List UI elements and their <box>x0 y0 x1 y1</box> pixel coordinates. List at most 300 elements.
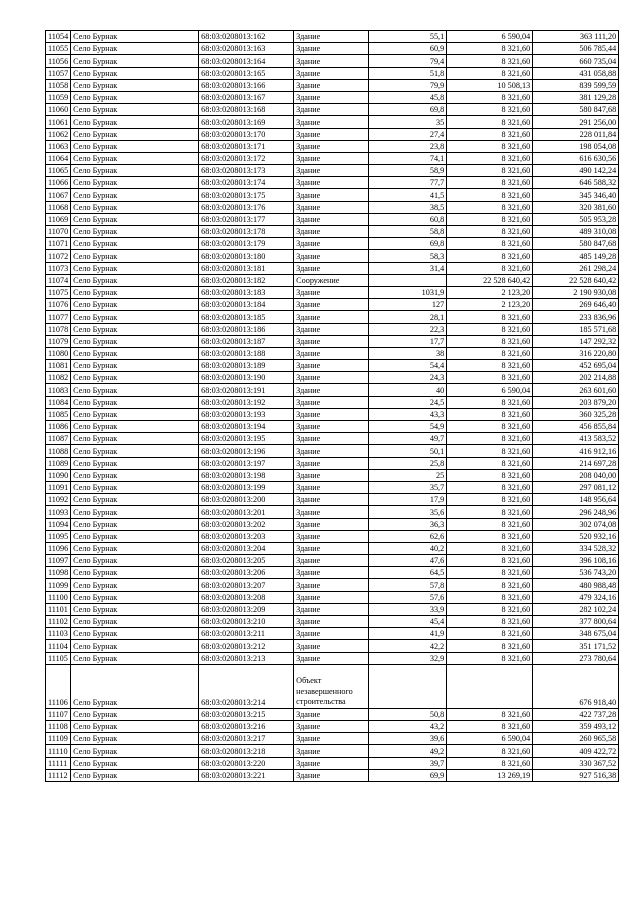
row-number-cell: 11069 <box>46 213 71 225</box>
table-row <box>46 201 619 213</box>
table-row <box>46 708 619 720</box>
cadastral-number-cell: 68:03:0208013:196 <box>199 445 294 457</box>
unit-value-cell: 8 321,60 <box>447 506 533 518</box>
table-row <box>46 396 619 408</box>
locality-cell: Село Бурнак <box>71 481 199 493</box>
area-cell: 41,5 <box>369 189 447 201</box>
row-number-cell: 11086 <box>46 421 71 433</box>
area-cell: 51,8 <box>369 67 447 79</box>
table-row <box>46 481 619 493</box>
table-row <box>46 177 619 189</box>
cadastral-number-cell: 68:03:0208013:204 <box>199 542 294 554</box>
table-row <box>46 384 619 396</box>
unit-value-cell: 6 590,04 <box>447 31 533 43</box>
area-cell: 77,7 <box>369 177 447 189</box>
row-number-cell: 11087 <box>46 433 71 445</box>
table-row <box>46 720 619 732</box>
locality-cell: Село Бурнак <box>71 116 199 128</box>
row-number-cell: 11061 <box>46 116 71 128</box>
row-number-cell: 11091 <box>46 481 71 493</box>
cadastral-value-cell: 580 847,68 <box>533 238 619 250</box>
cadastral-number-cell: 68:03:0208013:183 <box>199 286 294 298</box>
table-row <box>46 360 619 372</box>
cadastral-number-cell: 68:03:0208013:167 <box>199 91 294 103</box>
unit-value-cell: 8 321,60 <box>447 335 533 347</box>
cadastral-value-cell: 377 800,64 <box>533 616 619 628</box>
unit-value-cell <box>447 664 533 708</box>
area-cell: 35,7 <box>369 481 447 493</box>
area-cell: 69,8 <box>369 104 447 116</box>
row-number-cell: 11103 <box>46 628 71 640</box>
row-number-cell: 11080 <box>46 347 71 359</box>
row-number-cell: 11059 <box>46 91 71 103</box>
locality-cell: Село Бурнак <box>71 445 199 457</box>
unit-value-cell: 8 321,60 <box>447 652 533 664</box>
table-body <box>46 31 619 782</box>
table-row <box>46 152 619 164</box>
table-row <box>46 769 619 781</box>
cadastral-number-cell: 68:03:0208013:188 <box>199 347 294 359</box>
cadastral-value-cell: 203 879,20 <box>533 396 619 408</box>
unit-value-cell: 8 321,60 <box>447 43 533 55</box>
row-number-cell: 11073 <box>46 262 71 274</box>
area-cell: 40 <box>369 384 447 396</box>
table-row <box>46 421 619 433</box>
locality-cell: Село Бурнак <box>71 299 199 311</box>
cadastral-number-cell: 68:03:0208013:190 <box>199 372 294 384</box>
locality-cell: Село Бурнак <box>71 591 199 603</box>
cadastral-value-cell: 261 298,24 <box>533 262 619 274</box>
object-type-cell: Здание <box>294 213 369 225</box>
cadastral-number-cell: 68:03:0208013:192 <box>199 396 294 408</box>
unit-value-cell: 8 321,60 <box>447 433 533 445</box>
locality-cell: Село Бурнак <box>71 262 199 274</box>
unit-value-cell: 8 321,60 <box>447 201 533 213</box>
table-row <box>46 445 619 457</box>
locality-cell: Село Бурнак <box>71 652 199 664</box>
area-cell: 31,4 <box>369 262 447 274</box>
cadastral-number-cell: 68:03:0208013:215 <box>199 708 294 720</box>
row-number-cell: 11074 <box>46 274 71 286</box>
row-number-cell: 11071 <box>46 238 71 250</box>
object-type-cell: Здание <box>294 396 369 408</box>
cadastral-value-cell: 260 965,58 <box>533 733 619 745</box>
object-type-cell: Здание <box>294 177 369 189</box>
cadastral-number-cell: 68:03:0208013:168 <box>199 104 294 116</box>
object-type-cell: Здание <box>294 335 369 347</box>
cadastral-value-cell: 330 367,52 <box>533 757 619 769</box>
row-number-cell: 11111 <box>46 757 71 769</box>
row-number-cell: 11108 <box>46 720 71 732</box>
row-number-cell: 11095 <box>46 530 71 542</box>
cadastral-value-cell: 269 646,40 <box>533 299 619 311</box>
object-type-cell: Здание <box>294 286 369 298</box>
table-row <box>46 457 619 469</box>
object-type-cell: Здание <box>294 43 369 55</box>
object-type-cell: Здание <box>294 433 369 445</box>
object-type-cell: Здание <box>294 140 369 152</box>
area-cell: 27,4 <box>369 128 447 140</box>
unit-value-cell: 8 321,60 <box>447 757 533 769</box>
area-cell: 22,3 <box>369 323 447 335</box>
cadastral-value-cell: 316 220,80 <box>533 347 619 359</box>
locality-cell: Село Бурнак <box>71 372 199 384</box>
unit-value-cell: 22 528 640,42 <box>447 274 533 286</box>
unit-value-cell: 8 321,60 <box>447 720 533 732</box>
row-number-cell: 11063 <box>46 140 71 152</box>
object-type-cell: Здание <box>294 769 369 781</box>
object-type-cell: Здание <box>294 445 369 457</box>
locality-cell: Село Бурнак <box>71 43 199 55</box>
area-cell: 25 <box>369 469 447 481</box>
object-type-cell: Здание <box>294 67 369 79</box>
object-type-cell: Здание <box>294 745 369 757</box>
object-type-cell: Здание <box>294 720 369 732</box>
locality-cell: Село Бурнак <box>71 238 199 250</box>
area-cell: 38 <box>369 347 447 359</box>
area-cell: 17,7 <box>369 335 447 347</box>
row-number-cell: 11072 <box>46 250 71 262</box>
table-row <box>46 530 619 542</box>
area-cell: 57,6 <box>369 591 447 603</box>
cadastral-number-cell: 68:03:0208013:181 <box>199 262 294 274</box>
row-number-cell: 11102 <box>46 616 71 628</box>
object-type-cell: Здание <box>294 299 369 311</box>
unit-value-cell: 8 321,60 <box>447 421 533 433</box>
table-row <box>46 104 619 116</box>
locality-cell: Село Бурнак <box>71 152 199 164</box>
unit-value-cell: 6 590,04 <box>447 384 533 396</box>
cadastral-number-cell: 68:03:0208013:221 <box>199 769 294 781</box>
locality-cell: Село Бурнак <box>71 640 199 652</box>
area-cell: 57,8 <box>369 579 447 591</box>
locality-cell: Село Бурнак <box>71 213 199 225</box>
cadastral-value-cell: 422 737,28 <box>533 708 619 720</box>
area-cell: 50,1 <box>369 445 447 457</box>
cadastral-value-cell: 148 956,64 <box>533 494 619 506</box>
row-number-cell: 11100 <box>46 591 71 603</box>
table-row <box>46 579 619 591</box>
table-row <box>46 128 619 140</box>
cadastral-number-cell: 68:03:0208013:177 <box>199 213 294 225</box>
unit-value-cell: 8 321,60 <box>447 445 533 457</box>
unit-value-cell: 8 321,60 <box>447 360 533 372</box>
locality-cell: Село Бурнак <box>71 360 199 372</box>
object-type-cell: Здание <box>294 262 369 274</box>
cadastral-value-cell: 480 988,48 <box>533 579 619 591</box>
row-number-cell: 11093 <box>46 506 71 518</box>
cadastral-number-cell: 68:03:0208013:216 <box>199 720 294 732</box>
area-cell: 49,2 <box>369 745 447 757</box>
cadastral-number-cell: 68:03:0208013:174 <box>199 177 294 189</box>
row-number-cell: 11055 <box>46 43 71 55</box>
table-row <box>46 494 619 506</box>
cadastral-value-cell: 646 588,32 <box>533 177 619 189</box>
table-row <box>46 140 619 152</box>
locality-cell: Село Бурнак <box>71 628 199 640</box>
unit-value-cell: 8 321,60 <box>447 628 533 640</box>
unit-value-cell: 8 321,60 <box>447 226 533 238</box>
area-cell: 33,9 <box>369 603 447 615</box>
cadastral-value-cell: 348 675,04 <box>533 628 619 640</box>
cadastral-number-cell: 68:03:0208013:208 <box>199 591 294 603</box>
area-cell: 49,7 <box>369 433 447 445</box>
locality-cell: Село Бурнак <box>71 579 199 591</box>
locality-cell: Село Бурнак <box>71 708 199 720</box>
locality-cell: Село Бурнак <box>71 347 199 359</box>
unit-value-cell: 8 321,60 <box>447 104 533 116</box>
table-row <box>46 506 619 518</box>
cadastral-value-cell: 228 011,84 <box>533 128 619 140</box>
unit-value-cell: 8 321,60 <box>447 408 533 420</box>
area-cell: 42,2 <box>369 640 447 652</box>
object-type-cell: Здание <box>294 226 369 238</box>
area-cell: 50,8 <box>369 708 447 720</box>
area-cell <box>369 274 447 286</box>
cadastral-value-cell: 320 381,60 <box>533 201 619 213</box>
cadastral-number-cell: 68:03:0208013:212 <box>199 640 294 652</box>
table-row <box>46 189 619 201</box>
unit-value-cell: 8 321,60 <box>447 616 533 628</box>
object-type-cell: Здание <box>294 457 369 469</box>
row-number-cell: 11057 <box>46 67 71 79</box>
cadastral-value-cell: 334 528,32 <box>533 542 619 554</box>
object-type-cell: Здание <box>294 91 369 103</box>
unit-value-cell: 8 321,60 <box>447 640 533 652</box>
area-cell: 60,9 <box>369 43 447 55</box>
locality-cell: Село Бурнак <box>71 518 199 530</box>
area-cell: 58,8 <box>369 226 447 238</box>
cadastral-number-cell: 68:03:0208013:169 <box>199 116 294 128</box>
locality-cell: Село Бурнак <box>71 128 199 140</box>
cadastral-value-cell: 202 214,88 <box>533 372 619 384</box>
object-type-cell: Здание <box>294 31 369 43</box>
table-row <box>46 745 619 757</box>
unit-value-cell: 8 321,60 <box>447 591 533 603</box>
cadastral-value-cell: 413 583,52 <box>533 433 619 445</box>
row-number-cell: 11106 <box>46 664 71 708</box>
cadastral-number-cell: 68:03:0208013:178 <box>199 226 294 238</box>
object-type-cell: Здание <box>294 733 369 745</box>
locality-cell: Село Бурнак <box>71 757 199 769</box>
object-type-cell: Здание <box>294 494 369 506</box>
cadastral-value-cell: 351 171,52 <box>533 640 619 652</box>
area-cell: 47,6 <box>369 555 447 567</box>
table-row <box>46 299 619 311</box>
cadastral-value-cell: 198 054,08 <box>533 140 619 152</box>
area-cell: 41,9 <box>369 628 447 640</box>
object-type-cell: Здание <box>294 628 369 640</box>
unit-value-cell: 8 321,60 <box>447 55 533 67</box>
cadastral-value-cell: 381 129,28 <box>533 91 619 103</box>
area-cell: 24,5 <box>369 396 447 408</box>
object-type-cell: Объект незавершенного строительства <box>294 664 369 708</box>
object-type-cell: Здание <box>294 152 369 164</box>
row-number-cell: 11070 <box>46 226 71 238</box>
cadastral-number-cell: 68:03:0208013:198 <box>199 469 294 481</box>
cadastral-number-cell: 68:03:0208013:165 <box>199 67 294 79</box>
area-cell: 54,4 <box>369 360 447 372</box>
table-row <box>46 603 619 615</box>
object-type-cell: Здание <box>294 165 369 177</box>
cadastral-number-cell: 68:03:0208013:164 <box>199 55 294 67</box>
cadastral-number-cell: 68:03:0208013:206 <box>199 567 294 579</box>
unit-value-cell: 8 321,60 <box>447 177 533 189</box>
object-type-cell: Здание <box>294 591 369 603</box>
object-type-cell: Здание <box>294 518 369 530</box>
cadastral-value-cell: 360 325,28 <box>533 408 619 420</box>
table-row <box>46 372 619 384</box>
area-cell: 55,1 <box>369 31 447 43</box>
cadastral-value-cell: 409 422,72 <box>533 745 619 757</box>
unit-value-cell: 8 321,60 <box>447 457 533 469</box>
unit-value-cell: 8 321,60 <box>447 372 533 384</box>
table-row <box>46 757 619 769</box>
cadastral-value-cell: 302 074,08 <box>533 518 619 530</box>
cadastral-value-cell: 520 932,16 <box>533 530 619 542</box>
locality-cell: Село Бурнак <box>71 469 199 481</box>
cadastral-number-cell: 68:03:0208013:197 <box>199 457 294 469</box>
cadastral-number-cell: 68:03:0208013:182 <box>199 274 294 286</box>
table-row <box>46 335 619 347</box>
area-cell: 35 <box>369 116 447 128</box>
unit-value-cell: 8 321,60 <box>447 152 533 164</box>
cadastral-number-cell: 68:03:0208013:176 <box>199 201 294 213</box>
table-row <box>46 165 619 177</box>
locality-cell: Село Бурнак <box>71 226 199 238</box>
object-type-cell: Здание <box>294 421 369 433</box>
area-cell: 28,1 <box>369 311 447 323</box>
object-type-cell: Здание <box>294 542 369 554</box>
unit-value-cell: 8 321,60 <box>447 745 533 757</box>
cadastral-number-cell: 68:03:0208013:210 <box>199 616 294 628</box>
locality-cell: Село Бурнак <box>71 555 199 567</box>
locality-cell: Село Бурнак <box>71 323 199 335</box>
cadastral-number-cell: 68:03:0208013:173 <box>199 165 294 177</box>
object-type-cell: Здание <box>294 469 369 481</box>
locality-cell: Село Бурнак <box>71 274 199 286</box>
unit-value-cell: 8 321,60 <box>447 91 533 103</box>
locality-cell: Село Бурнак <box>71 384 199 396</box>
table-row <box>46 469 619 481</box>
locality-cell: Село Бурнак <box>71 769 199 781</box>
locality-cell: Село Бурнак <box>71 530 199 542</box>
table-row <box>46 250 619 262</box>
area-cell: 24,3 <box>369 372 447 384</box>
unit-value-cell: 8 321,60 <box>447 708 533 720</box>
cadastral-number-cell: 68:03:0208013:189 <box>199 360 294 372</box>
cadastral-number-cell: 68:03:0208013:207 <box>199 579 294 591</box>
table-row <box>46 55 619 67</box>
object-type-cell: Здание <box>294 104 369 116</box>
table-row <box>46 664 619 708</box>
locality-cell: Село Бурнак <box>71 567 199 579</box>
table-row <box>46 433 619 445</box>
locality-cell: Село Бурнак <box>71 201 199 213</box>
unit-value-cell: 2 123,20 <box>447 286 533 298</box>
cadastral-value-cell: 489 310,08 <box>533 226 619 238</box>
area-cell: 40,2 <box>369 542 447 554</box>
row-number-cell: 11056 <box>46 55 71 67</box>
row-number-cell: 11097 <box>46 555 71 567</box>
locality-cell: Село Бурнак <box>71 335 199 347</box>
row-number-cell: 11104 <box>46 640 71 652</box>
area-cell: 1031,9 <box>369 286 447 298</box>
object-type-cell: Здание <box>294 408 369 420</box>
table-row <box>46 311 619 323</box>
row-number-cell: 11098 <box>46 567 71 579</box>
unit-value-cell: 8 321,60 <box>447 67 533 79</box>
locality-cell: Село Бурнак <box>71 177 199 189</box>
cadastral-value-cell: 263 601,60 <box>533 384 619 396</box>
object-type-cell: Здание <box>294 603 369 615</box>
cadastral-value-cell: 208 040,00 <box>533 469 619 481</box>
locality-cell: Село Бурнак <box>71 494 199 506</box>
area-cell: 43,3 <box>369 408 447 420</box>
area-cell: 32,9 <box>369 652 447 664</box>
unit-value-cell: 8 321,60 <box>447 140 533 152</box>
cadastral-value-cell: 479 324,16 <box>533 591 619 603</box>
table-row <box>46 567 619 579</box>
row-number-cell: 11066 <box>46 177 71 189</box>
row-number-cell: 11089 <box>46 457 71 469</box>
unit-value-cell: 2 123,20 <box>447 299 533 311</box>
cadastral-number-cell: 68:03:0208013:162 <box>199 31 294 43</box>
cadastral-value-cell: 363 111,20 <box>533 31 619 43</box>
locality-cell: Село Бурнак <box>71 165 199 177</box>
unit-value-cell: 8 321,60 <box>447 579 533 591</box>
unit-value-cell: 8 321,60 <box>447 518 533 530</box>
row-number-cell: 11062 <box>46 128 71 140</box>
area-cell: 64,5 <box>369 567 447 579</box>
table-row <box>46 652 619 664</box>
unit-value-cell: 8 321,60 <box>447 262 533 274</box>
area-cell: 69,8 <box>369 238 447 250</box>
area-cell: 38,5 <box>369 201 447 213</box>
locality-cell: Село Бурнак <box>71 55 199 67</box>
unit-value-cell: 8 321,60 <box>447 347 533 359</box>
cadastral-value-cell: 676 918,40 <box>533 664 619 708</box>
row-number-cell: 11105 <box>46 652 71 664</box>
cadastral-number-cell: 68:03:0208013:191 <box>199 384 294 396</box>
unit-value-cell: 8 321,60 <box>447 494 533 506</box>
cadastral-value-table <box>45 30 619 782</box>
row-number-cell: 11076 <box>46 299 71 311</box>
cadastral-value-cell: 431 058,88 <box>533 67 619 79</box>
row-number-cell: 11075 <box>46 286 71 298</box>
row-number-cell: 11067 <box>46 189 71 201</box>
locality-cell: Село Бурнак <box>71 664 199 708</box>
table-row <box>46 628 619 640</box>
cadastral-number-cell: 68:03:0208013:166 <box>199 79 294 91</box>
object-type-cell: Здание <box>294 311 369 323</box>
cadastral-number-cell: 68:03:0208013:199 <box>199 481 294 493</box>
table-row <box>46 640 619 652</box>
area-cell: 17,9 <box>369 494 447 506</box>
unit-value-cell: 8 321,60 <box>447 250 533 262</box>
object-type-cell: Здание <box>294 757 369 769</box>
cadastral-value-cell: 296 248,96 <box>533 506 619 518</box>
area-cell: 39,7 <box>369 757 447 769</box>
cadastral-number-cell: 68:03:0208013:186 <box>199 323 294 335</box>
locality-cell: Село Бурнак <box>71 733 199 745</box>
cadastral-value-cell: 839 599,59 <box>533 79 619 91</box>
row-number-cell: 11092 <box>46 494 71 506</box>
object-type-cell: Сооружение <box>294 274 369 286</box>
row-number-cell: 11085 <box>46 408 71 420</box>
cadastral-number-cell: 68:03:0208013:171 <box>199 140 294 152</box>
locality-cell: Село Бурнак <box>71 396 199 408</box>
